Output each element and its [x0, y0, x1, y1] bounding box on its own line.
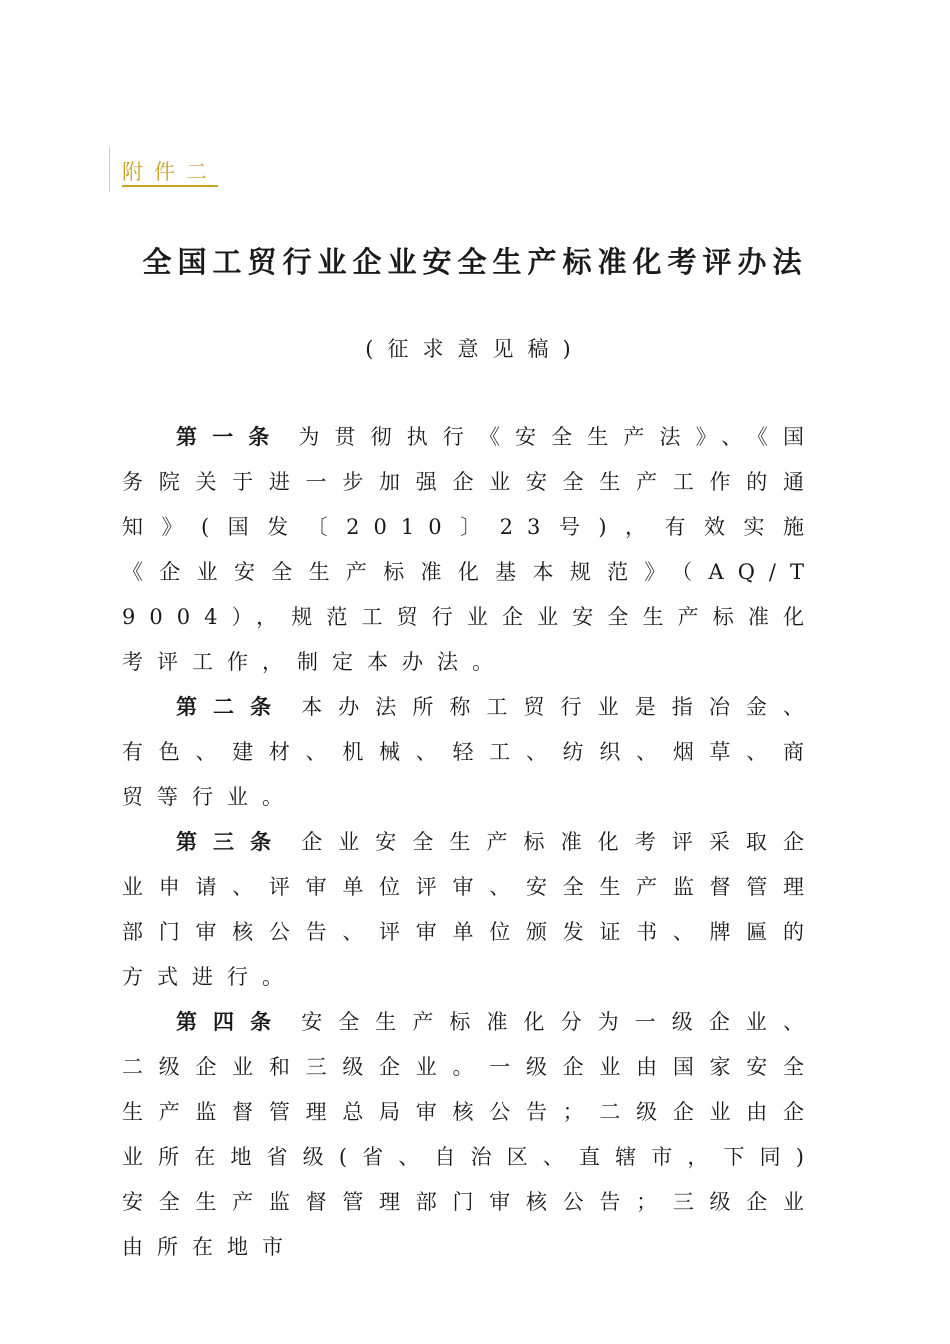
- article-2: [122, 685, 818, 820]
- article-text: 企业安全生产标准化考评采取企业申请、评审单位评审、安全生产监督管理部门审核公告、评审单位颁发证书、牌匾的方式进行。: [122, 830, 818, 989]
- document-title: 全国工贸行业企业安全生产标准化考评办法: [142, 245, 808, 279]
- document-body: [122, 415, 818, 1270]
- article-3: [122, 820, 818, 1000]
- article-number: 第二条: [176, 695, 288, 719]
- article-number: 第四条: [176, 1010, 288, 1034]
- article-number: 第一条: [176, 425, 285, 449]
- article-4: [122, 1000, 818, 1270]
- attachment-marker-line: [109, 147, 110, 192]
- article-number: 第三条: [176, 830, 288, 854]
- article-text: 为贯彻执行《安全生产法》、《国务院关于进一步加强企业安全生产工作的通知》(国发〔2010〕23号)，有效实施《企业安全生产标准化基本规范》（AQ/T 9004），规范工贸行业企业安全生产标准化考评工作，制定本办法。: [122, 425, 819, 674]
- article-1: [122, 415, 818, 685]
- document-subtitle: (征求意见稿): [365, 337, 585, 361]
- attachment-label: 附件二: [122, 160, 218, 184]
- article-text: 安全生产标准化分为一级企业、二级企业和三级企业。一级企业由国家安全生产监督管理总局审核公告；二级企业由企业所在地省级(省、自治区、直辖市，下同)安全生产监督管理部门审核公告；三级企业由所在地市: [122, 1010, 818, 1259]
- article-text: 本办法所称工贸行业是指冶金、有色、建材、机械、轻工、纺织、烟草、商贸等行业。: [122, 695, 818, 809]
